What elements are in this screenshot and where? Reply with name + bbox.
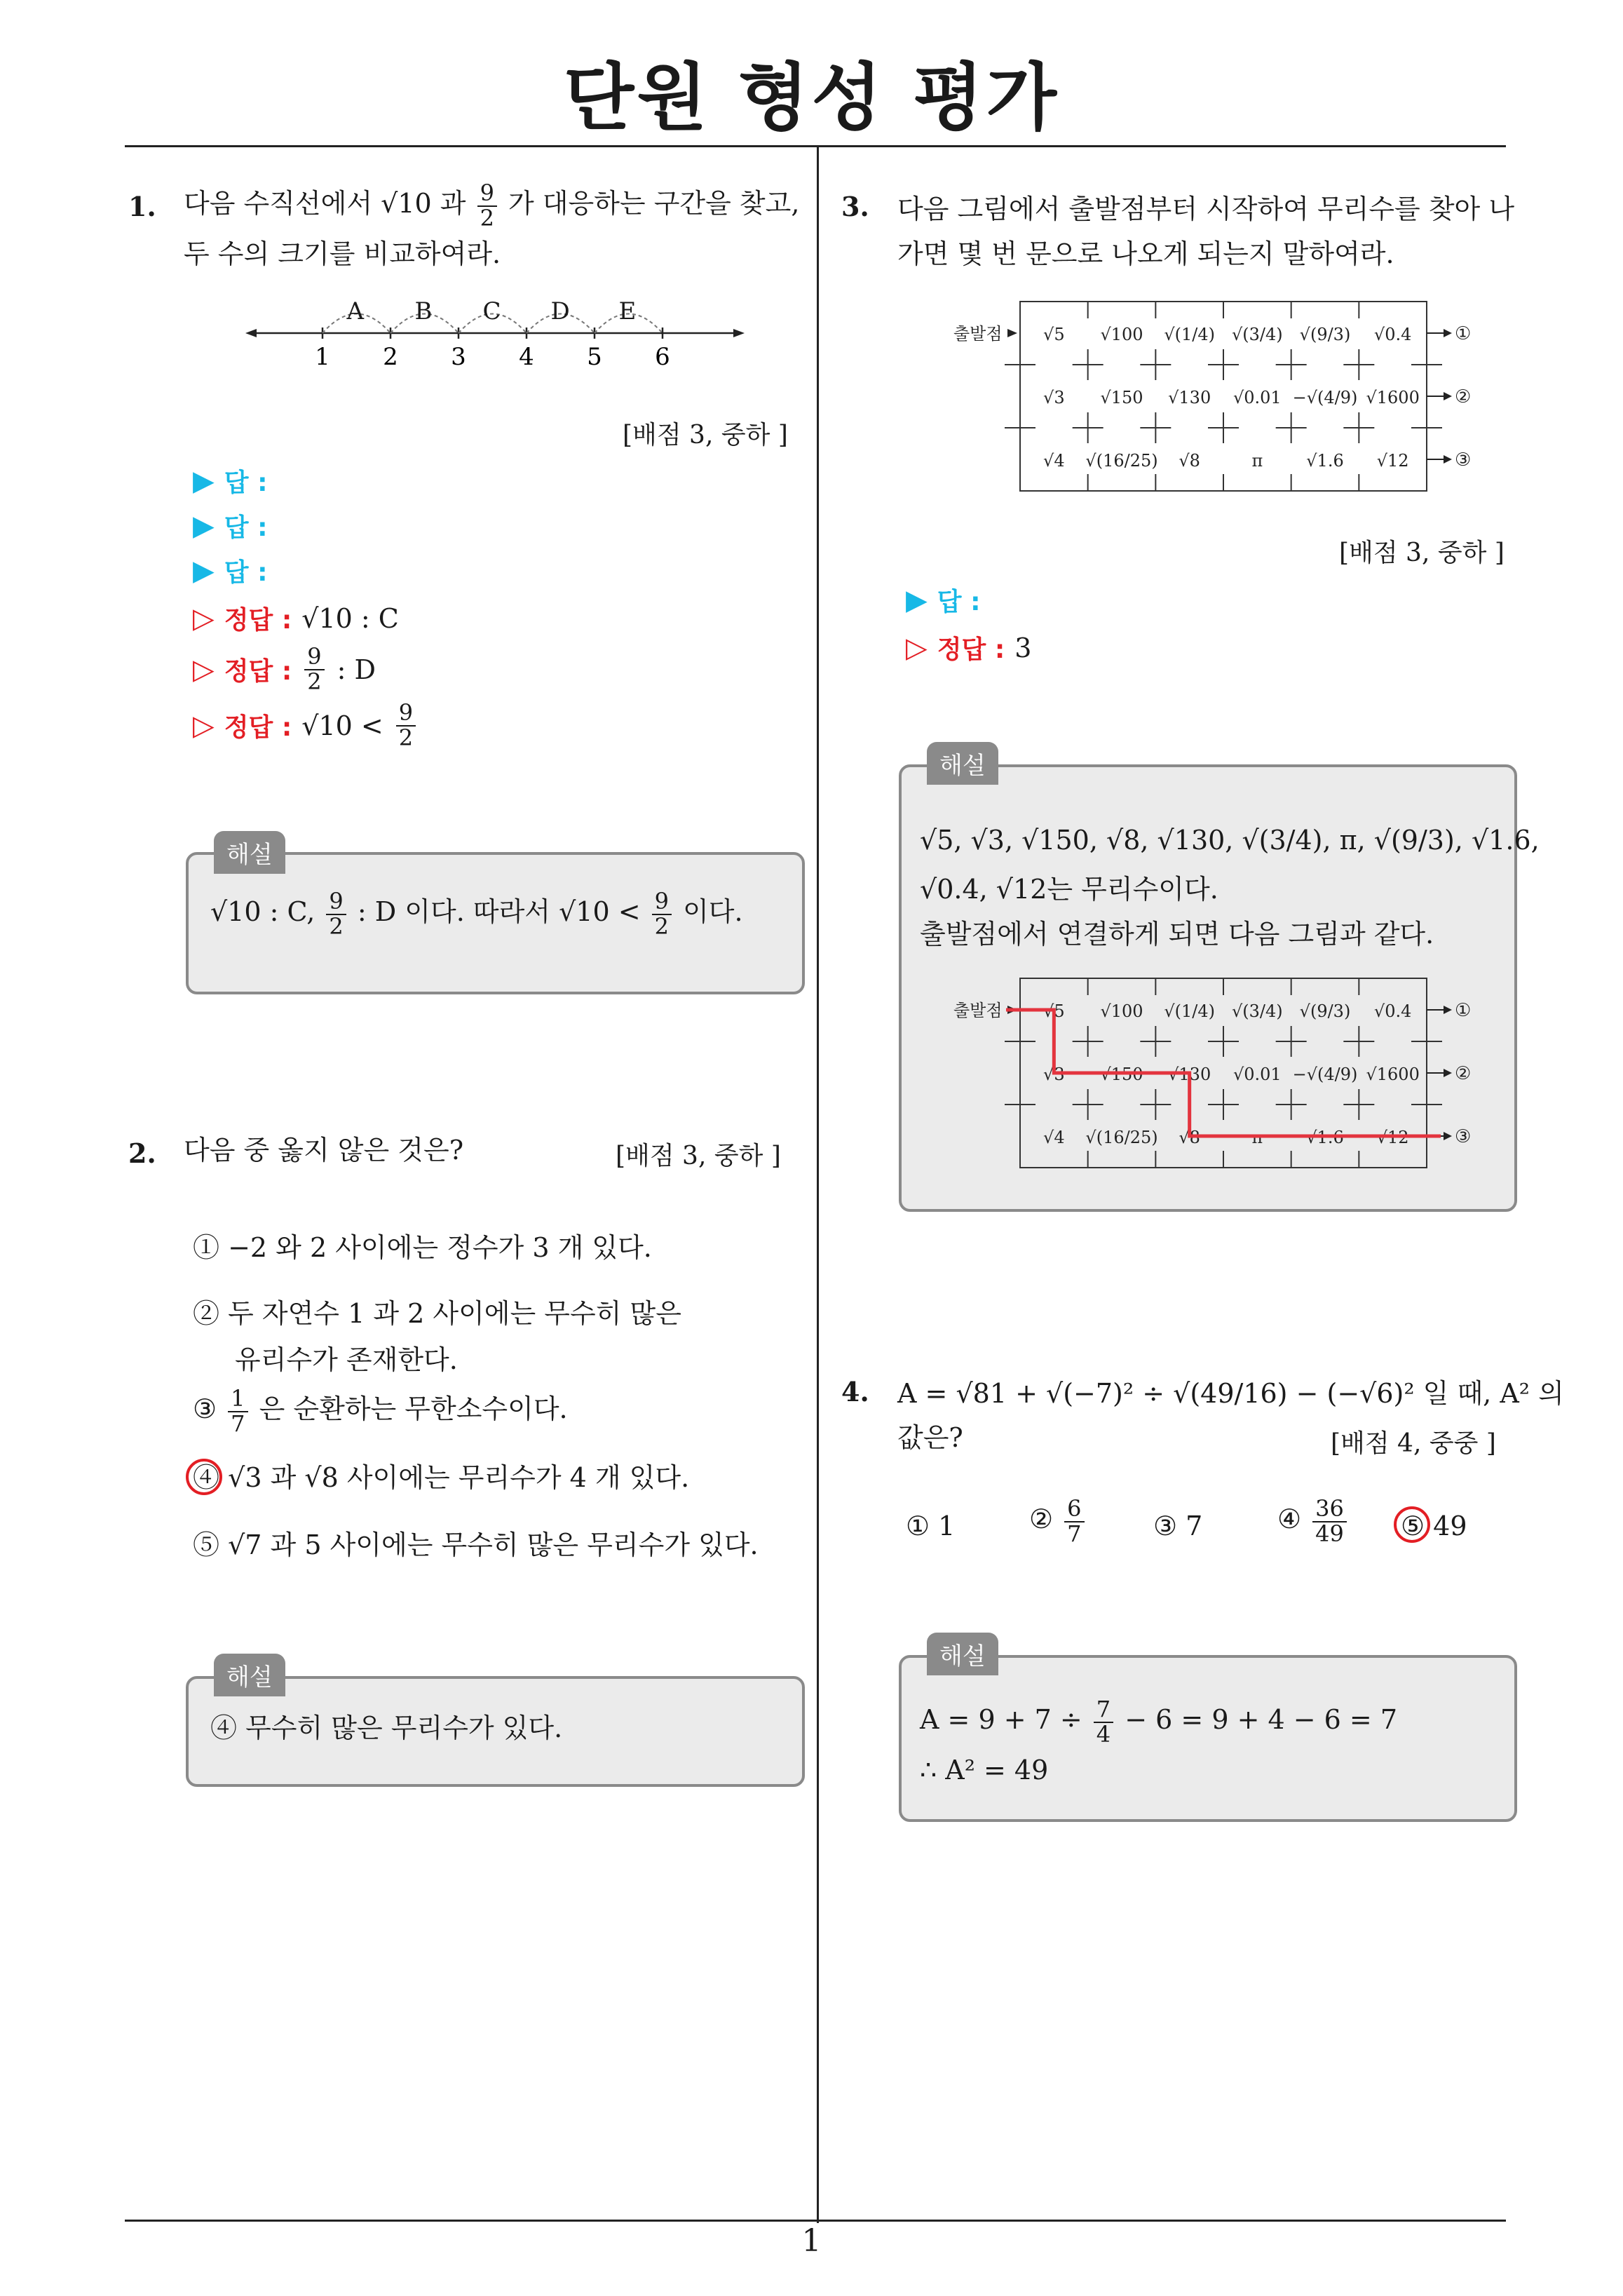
- maze-exit-arrow-icon: [1444, 1132, 1452, 1140]
- q4-choice-3[interactable]: ③ 7: [1153, 1511, 1203, 1541]
- maze-exit-arrow-icon: [1444, 329, 1452, 337]
- maze-cell: √0.01: [1232, 1065, 1282, 1084]
- q1-score: [배점 3, 중하 ]: [623, 421, 788, 450]
- answer-arrow-icon: ▶: [193, 509, 215, 542]
- maze-exit-arrow-icon: [1444, 455, 1452, 464]
- maze-cell: √8: [1179, 451, 1200, 471]
- q1-frac: $\frac{9}{2}$: [477, 182, 497, 230]
- maze-cell: −√(4/9): [1292, 388, 1358, 407]
- q1-text: [184, 181, 815, 230]
- maze-cell: π: [1251, 1128, 1263, 1147]
- q2-choice-2-cont: 유리수가 존재한다.: [235, 1344, 458, 1375]
- q2-choice-2[interactable]: ② 두 자연수 1 과 2 사이에는 무수히 많은: [193, 1298, 681, 1329]
- q3-explanation-line2: √0.4, √12는 무리수이다.: [920, 874, 1218, 905]
- number-line-letter: D: [550, 297, 570, 325]
- q4-choice-2[interactable]: ② $\frac{6}{7}$: [1029, 1497, 1087, 1546]
- maze-exit-label: ②: [1455, 1063, 1472, 1084]
- maze-exit-label: ①: [1455, 323, 1472, 344]
- q2-explanation-tag: 해설: [214, 1654, 285, 1696]
- q1-text-line2: 두 수의 크기를 비교하여라.: [184, 238, 501, 269]
- q3-maze: [953, 295, 1472, 491]
- q4-score: [배점 4, 중중 ]: [1331, 1429, 1496, 1458]
- number-line-letter: A: [346, 297, 365, 325]
- maze-cell: √0.01: [1232, 388, 1282, 407]
- maze-exit-label: ②: [1455, 386, 1472, 407]
- number-line-letter: E: [618, 297, 637, 325]
- number-line-tick-label: 6: [655, 343, 670, 371]
- number-line-letter: C: [482, 297, 501, 325]
- maze-cell: √4: [1043, 1128, 1065, 1147]
- q2-choice-4[interactable]: ④ √3 과 √8 사이에는 무리수가 4 개 있다.: [193, 1462, 690, 1493]
- number-line-tick-label: 4: [519, 343, 534, 371]
- maze-start-arrow-icon: [1007, 329, 1017, 337]
- column-divider: [817, 147, 819, 2223]
- q4-selected-circle-icon: [1394, 1506, 1430, 1543]
- maze-grid: [953, 295, 1472, 491]
- maze-grid: [953, 971, 1472, 1168]
- maze-cell: √(16/25): [1085, 1128, 1158, 1147]
- answer-arrow-icon: ▶: [906, 583, 928, 616]
- maze-start-label: 출발점: [953, 324, 1003, 344]
- q1-correct-1: ▷ 정답 : √10 : C: [193, 602, 399, 635]
- answer-arrow-icon: ▶: [193, 464, 215, 497]
- q1-answer-3[interactable]: ▶ 답 :: [193, 554, 268, 587]
- maze-cell: √(16/25): [1085, 451, 1158, 471]
- q3-text-a: 다음 그림에서 출발점부터 시작하여 무리수를 찾아 나: [897, 194, 1515, 224]
- q3-maze-solution: [953, 971, 1472, 1168]
- maze-cell: √5: [1043, 325, 1065, 344]
- q3-explanation-line3: 출발점에서 연결하게 되면 다음 그림과 같다.: [920, 919, 1434, 950]
- q2-choice-5[interactable]: ⑤ √7 과 5 사이에는 무수히 많은 무리수가 있다.: [193, 1529, 759, 1560]
- maze-exit-label: ③: [1455, 1126, 1472, 1147]
- q4-explanation-line1: A = 9 + 7 ÷ $\frac{7}{4}$ − 6 = 9 + 4 − 6 = 7: [920, 1695, 1398, 1748]
- q4-explanation-tag: 해설: [927, 1633, 998, 1675]
- maze-cell: √3: [1043, 388, 1065, 407]
- q1-answer-1[interactable]: ▶ 답 :: [193, 464, 268, 497]
- q3-text-b: 가면 몇 번 문으로 나오게 되는지 말하여라.: [897, 238, 1394, 269]
- maze-exit-arrow-icon: [1444, 392, 1452, 400]
- q1-answer-2[interactable]: ▶ 답 :: [193, 509, 268, 542]
- maze-cell: √4: [1043, 451, 1065, 471]
- maze-cell: √(3/4): [1232, 325, 1283, 344]
- correct-arrow-icon: ▷: [193, 602, 215, 635]
- answer-arrow-icon: ▶: [193, 554, 215, 587]
- q4-explanation-line2: ∴ A² = 49: [920, 1755, 1049, 1785]
- number-line-tick-label: 5: [587, 343, 602, 371]
- maze-start-label: 출발점: [953, 1001, 1003, 1020]
- q3-score: [배점 3, 중하 ]: [1339, 539, 1505, 567]
- q1-correct-3: ▷ 정답 : √10 < $\frac{9}{2}$: [193, 701, 419, 750]
- maze-cell: √100: [1100, 1001, 1143, 1021]
- q1-text-b: 가 대응하는 구간을 찾고,: [499, 188, 800, 219]
- correct-arrow-icon: ▷: [193, 653, 215, 686]
- maze-exit-label: ①: [1455, 1000, 1472, 1021]
- number-line-letter: B: [414, 297, 433, 325]
- q2-choice-1[interactable]: ① −2 와 2 사이에는 정수가 3 개 있다.: [193, 1232, 652, 1263]
- q3-correct: ▷ 정답 : 3: [906, 631, 1032, 664]
- maze-cell: √(9/3): [1299, 325, 1351, 344]
- maze-cell: √12: [1376, 1128, 1409, 1147]
- bottom-rule: [125, 2220, 1506, 2222]
- q4-number: 4.: [841, 1376, 869, 1407]
- maze-cell: √130: [1168, 1065, 1211, 1084]
- maze-cell: √150: [1100, 1065, 1143, 1084]
- correct-arrow-icon: ▷: [906, 631, 928, 664]
- maze-cell: √8: [1179, 1128, 1200, 1147]
- maze-cell: √(1/4): [1164, 325, 1215, 344]
- maze-exit-arrow-icon: [1444, 1006, 1452, 1014]
- q2-number: 2.: [128, 1137, 156, 1169]
- q2-score: [배점 3, 중하 ]: [616, 1142, 781, 1170]
- maze-cell: −√(4/9): [1292, 1065, 1358, 1084]
- correct-arrow-icon: ▷: [193, 709, 215, 742]
- q3-explanation-tag: 해설: [927, 742, 998, 785]
- maze-cell: √130: [1168, 388, 1211, 407]
- number-line-tick-label: 2: [383, 343, 398, 371]
- maze-cell: √(9/3): [1299, 1001, 1351, 1021]
- maze-cell: √1600: [1366, 388, 1420, 407]
- page-title: 단원 형성 평가: [563, 55, 1060, 140]
- maze-cell: π: [1251, 451, 1263, 471]
- maze-cell: √5: [1043, 1001, 1065, 1021]
- number-line-tick-label: 3: [451, 343, 466, 371]
- q2-selected-circle-icon: [186, 1459, 222, 1495]
- q1-explanation-tag: 해설: [214, 831, 285, 874]
- q1-number: 1.: [128, 191, 156, 222]
- q2-text: 다음 중 옳지 않은 것은?: [184, 1135, 464, 1166]
- number-line-tick-label: 1: [315, 343, 330, 371]
- q3-number: 3.: [841, 191, 869, 222]
- page-number: 1: [801, 2223, 822, 2259]
- q1-correct-2: ▷ 정답 : $\frac{9}{2}$ : D: [193, 643, 376, 695]
- maze-cell: √0.4: [1373, 1001, 1412, 1021]
- q1-text-a: 다음 수직선에서 √10 과: [184, 188, 475, 219]
- maze-cell: √1.6: [1306, 451, 1344, 471]
- q2-explanation-text: ④ 무수히 많은 무리수가 있다.: [210, 1713, 563, 1743]
- top-rule: [125, 145, 1506, 147]
- q4-choice-5[interactable]: ⑤ 49: [1401, 1511, 1467, 1541]
- maze-exit-arrow-icon: [1444, 1069, 1452, 1077]
- maze-cell: √12: [1376, 451, 1409, 471]
- maze-cell: √0.4: [1373, 325, 1412, 344]
- q4-choice-1[interactable]: ① 1: [906, 1511, 956, 1541]
- q3-answer[interactable]: ▶ 답 :: [906, 583, 981, 616]
- maze-cell: √3: [1043, 1065, 1065, 1084]
- q4-text-a: A = √81 + √(−7)² ÷ √(49/16) − (−√6)² 일 때, A² 의: [897, 1378, 1564, 1409]
- maze-cell: √(3/4): [1232, 1001, 1283, 1021]
- maze-cell: √(1/4): [1164, 1001, 1215, 1021]
- q4-choice-4[interactable]: ④ $\frac{36}{49}$: [1277, 1497, 1350, 1546]
- q3-explanation-line1: √5, √3, √150, √8, √130, √(3/4), π, √(9/3), √1.6,: [920, 825, 1540, 856]
- maze-exit-label: ③: [1455, 450, 1472, 471]
- maze-cell: √150: [1100, 388, 1143, 407]
- q4-text-b: 값은?: [897, 1422, 963, 1453]
- maze-cell: √1600: [1366, 1065, 1420, 1084]
- maze-cell: √100: [1100, 325, 1143, 344]
- maze-cell: √1.6: [1306, 1128, 1344, 1147]
- q1-number-line-letters: [245, 295, 750, 372]
- q2-choice-3[interactable]: ③ $\frac{1}{7}$ 은 순환하는 무한소수이다.: [193, 1385, 568, 1437]
- q1-explanation-text: √10 : C, $\frac{9}{2}$ : D 이다. 따라서 √10 < $\frac{9}{2}$ 이다.: [210, 887, 743, 940]
